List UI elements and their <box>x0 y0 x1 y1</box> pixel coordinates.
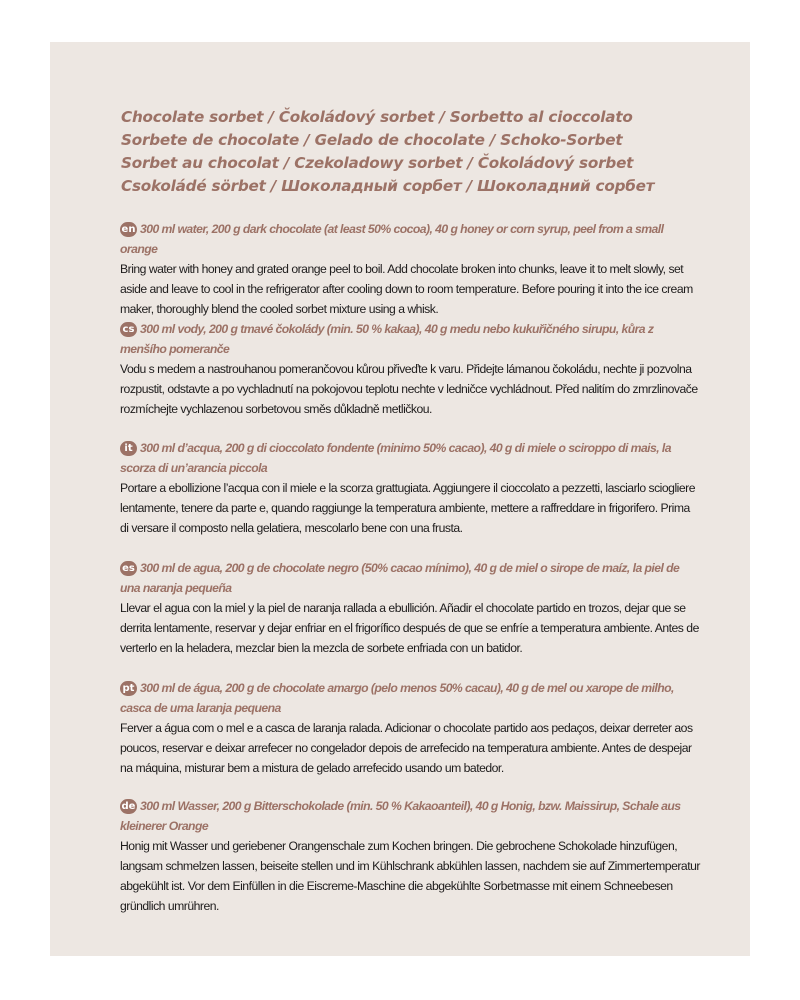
instructions-it: Portare a ebollizione l’acqua con il miele e la scorza grattugiata. Aggiungere il cioccolato a pezzetti, lasciarlo sciogliere lentamente, tenere da parte e, quando raggiunge la temperatura ambiente, mettere a raffreddare in frigorifero. Prima di versare il composto nella gelatiera, mescolarlo bene con una frusta. <box>120 481 695 535</box>
recipe-section-en <box>120 219 700 319</box>
recipe-section-pt <box>120 678 700 778</box>
recipe-section-it <box>120 438 700 538</box>
recipe-section-es <box>120 558 700 658</box>
ingredients-text-cs: 300 ml vody, 200 g tmavé čokolády (min. 50 % kakaa), 40 g medu nebo kukuřičného sirupu, kůra z menšího pomeranče <box>120 322 654 356</box>
recipe-page <box>50 42 750 956</box>
recipe-section-de <box>120 796 700 916</box>
ingredients-it <box>120 438 700 478</box>
title-line-3: Sorbet au chocolat / Czekoladowy sorbet / Čokoládový sorbet <box>121 154 634 172</box>
title-block <box>121 106 721 198</box>
title-line-1: Chocolate sorbet / Čokoládový sorbet / Sorbetto al cioccolato <box>121 108 633 126</box>
recipe-section-cs <box>120 319 700 419</box>
title-line-4: Csokoládé sörbet / Шоколадный сорбет / Шоколадний сорбет <box>121 177 655 195</box>
language-badge-en: en <box>121 224 136 235</box>
ingredients-text-it: 300 ml d’acqua, 200 g di cioccolato fondente (minimo 50% cacao), 40 g di miele o sciroppo di mais, la scorza di un’arancia piccola <box>120 441 671 475</box>
ingredients-en <box>120 219 700 259</box>
language-badge-cs: cs <box>120 322 137 337</box>
instructions-cs: Vodu s medem a nastrouhanou pomerančovou kůrou přiveďte k varu. Přidejte lámanou čokoládu, nechte ji pozvolna rozpustit, odstavte a po vychladnutí na pokojovou teplotu nechte v ledničce vychládnout. Před nalitím do zmrzlinovače rozmíchejte vychlazenou sorbetovou směs důkladně metličkou. <box>120 362 698 416</box>
ingredients-es <box>120 558 700 598</box>
ingredients-text-pt: 300 ml de água, 200 g de chocolate amargo (pelo menos 50% cacau), 40 g de mel ou xarope de milho, casca de uma laranja pequena <box>120 681 674 715</box>
instructions-pt: Ferver a água com o mel e a casca de laranja ralada. Adicionar o chocolate partido aos pedaços, deixar derreter aos poucos, reservar e deixar arrefecer no congelador depois de arrefecido na temperatura ambiente. Antes de despejar na máquina, misturar bem a mistura de gelado arrefecido usando um batedor. <box>120 721 693 775</box>
ingredients-pt <box>120 678 700 718</box>
language-badge-pt: pt <box>120 681 137 696</box>
language-badge-es: es <box>120 561 137 576</box>
title-line-2: Sorbete de chocolate / Gelado de chocolate / Schoko-Sorbet <box>121 131 623 149</box>
ingredients-cs <box>120 319 700 359</box>
instructions-en: Bring water with honey and grated orange peel to boil. Add chocolate broken into chunks, leave it to melt slowly, set aside and leave to cool in the refrigerator after cooling down to room temperature. Before pouring it into the ice cream maker, thoroughly blend the cooled sorbet mixture using a whisk. <box>120 262 693 316</box>
ingredients-de <box>120 796 700 836</box>
language-badge-de: de <box>121 801 136 812</box>
instructions-es: Llevar el agua con la miel y la piel de naranja rallada a ebullición. Añadir el chocolate partido en trozos, dejar que se derrita lentamente, reservar y dejar enfriar en el frigorífico después de que se enfríe a temperatura ambiente. Antes de verterlo en la heladera, mezclar bien la mezcla de sorbete enfriada con un batidor. <box>120 601 699 655</box>
language-badge-it: it <box>120 441 137 456</box>
ingredients-text-en: 300 ml water, 200 g dark chocolate (at least 50% cocoa), 40 g honey or corn syrup, peel from a small orange <box>120 222 664 256</box>
ingredients-text-es: 300 ml de agua, 200 g de chocolate negro (50% cacao mínimo), 40 g de miel o sirope de maíz, la piel de una naranja pequeña <box>120 561 680 595</box>
ingredients-text-de: 300 ml Wasser, 200 g Bitterschokolade (min. 50 % Kakaoanteil), 40 g Honig, bzw. Maissirup, Schale aus kleinerer Orange <box>120 799 681 833</box>
instructions-de: Honig mit Wasser und geriebener Orangenschale zum Kochen bringen. Die gebrochene Schokolade hinzufügen, langsam schmelzen lassen, beiseite stellen und im Kühlschrank abkühlen lassen, nachdem sie auf Zimmertemperatur abgekühlt ist. Vor dem Einfüllen in die Eiscreme-Maschine die abgekühlte Sorbetmasse mit einem Schneebesen gründlich umrühren. <box>120 839 700 913</box>
